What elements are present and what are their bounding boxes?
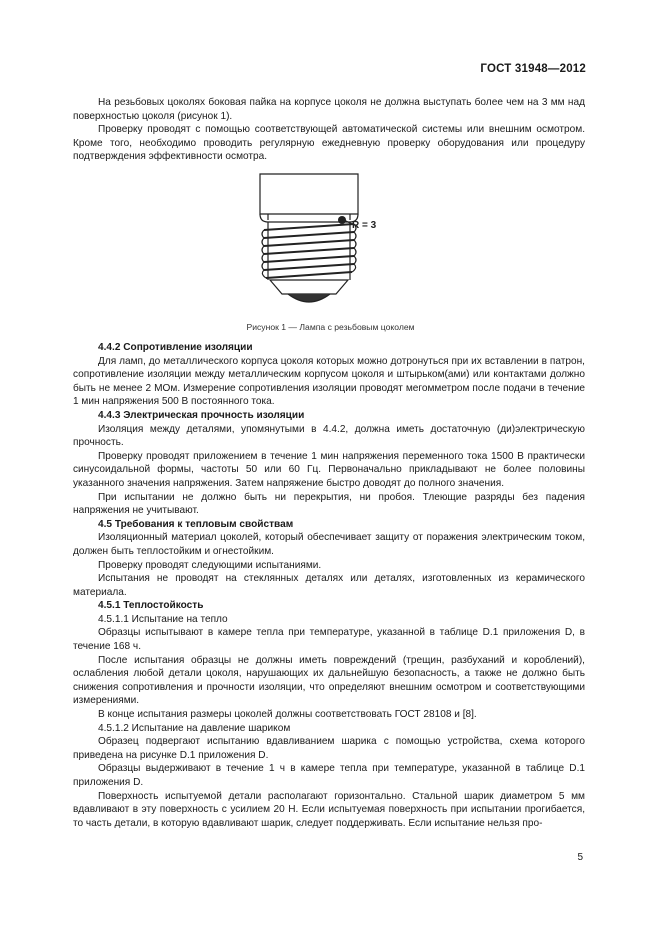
paragraph: Поверхность испытуемой детали располагают горизонтально. Стальной шарик диаметром 5 мм вдавливают в эту поверхность с усилием 20 Н. Если испытуемая поверхность при испытании прогибается, то часть детали, в которую вдавливают шарик, следует поддерживать. Если испытание нельзя про- <box>73 790 585 829</box>
page-number: 5 <box>577 852 583 863</box>
paragraph: Образцы выдерживают в течение 1 ч в камере тепла при температуре, указанной в таблице D.1 приложения D. <box>73 763 585 788</box>
figure-caption: Рисунок 1 — Лампа с резьбовым цоколем <box>246 322 415 332</box>
section-heading: 4.5 Требования к тепловым свойствам <box>98 518 294 530</box>
section-heading: 4.4.3 Электрическая прочность изоляции <box>98 409 305 421</box>
paragraph: Проверку проводят с помощью соответствующей автоматической системы или внешним осмотром. Кроме того, необходимо проводить регулярную ежедневную проверку оборудования или процедуру подтверждения эффективности осмотра. <box>73 124 585 163</box>
subsection-heading: 4.5.1.1 Испытание на тепло <box>98 613 228 625</box>
paragraph: На резьбовых цоколях боковая пайка на корпусе цоколя не должна выступать более чем на 3 мм над поверхностью цоколя (рисунок 1). <box>73 97 585 122</box>
paragraph: Образцы испытывают в камере тепла при температуре, указанной в таблице D.1 приложения D, в течение 168 ч. <box>73 627 585 653</box>
paragraph: При испытании не должно быть ни перекрытия, ни пробоя. Тлеющие разряды без падения напряжения не учитывают. <box>73 491 585 517</box>
intro-text <box>73 96 585 164</box>
section-heading: 4.4.2 Сопротивление изоляции <box>98 342 253 353</box>
paragraph: Испытания не проводят на стеклянных деталях или деталях, изготовленных из керамического материала. <box>73 573 585 598</box>
paragraph: Для ламп, до металлического корпуса цоколя которых можно дотронуться при их вставлении в патрон, сопротивление изоляции между металлическим корпусом цоколя и штырьком(ами) или контактами должно быть не менее 2 МОм. Измерение сопротивления изоляции проводят мегомметром после подачи в течение 1 мин напряжения 500 В постоянного тока. <box>73 355 585 408</box>
paragraph: Образец подвергают испытанию вдавливанием шарика с помощью устройства, схема которого приведена на рисунке D.1 приложения D. <box>73 736 585 761</box>
paragraph: Проверку проводят следующими испытаниями. <box>98 559 322 571</box>
standard-header: ГОСТ 31948—2012 <box>480 63 586 75</box>
main-text <box>73 341 585 830</box>
radius-label: R = 3 <box>352 220 377 231</box>
subsection-heading: 4.5.1.2 Испытание на давление шариком <box>98 722 291 734</box>
section-heading: 4.5.1 Теплостойкость <box>98 600 204 612</box>
paragraph: Изоляционный материал цоколей, который обеспечивает защиту от поражения электрическим током, должен быть теплостойким и огнестойким. <box>73 532 585 557</box>
paragraph: Проверку проводят приложением в течение 1 мин напряжения переменного тока 1500 В практически синусоидальной формы, частоты 50 или 60 Гц. Первоначально прикладывают не более половины указанного значения напряжения. Затем напряжение быстро доводят до полного значения. <box>73 450 585 489</box>
paragraph: Изоляция между деталями, упомянутыми в 4.4.2, должна иметь достаточную (ди)электрическую прочность. <box>73 423 585 449</box>
paragraph: В конце испытания размеры цоколей должны соответствовать ГОСТ 28108 и [8]. <box>98 709 477 721</box>
paragraph: После испытания образцы не должны иметь повреждений (трещин, разбуханий и короблений), ослабления любой детали цоколя, нарушающих их дальнейшую безопасность, а также не должно быть снижения сопротивления и прочности изоляции, что определяют внешним осмотром и соответствующими измерениями. <box>73 654 585 707</box>
lamp-base-figure <box>240 170 380 315</box>
